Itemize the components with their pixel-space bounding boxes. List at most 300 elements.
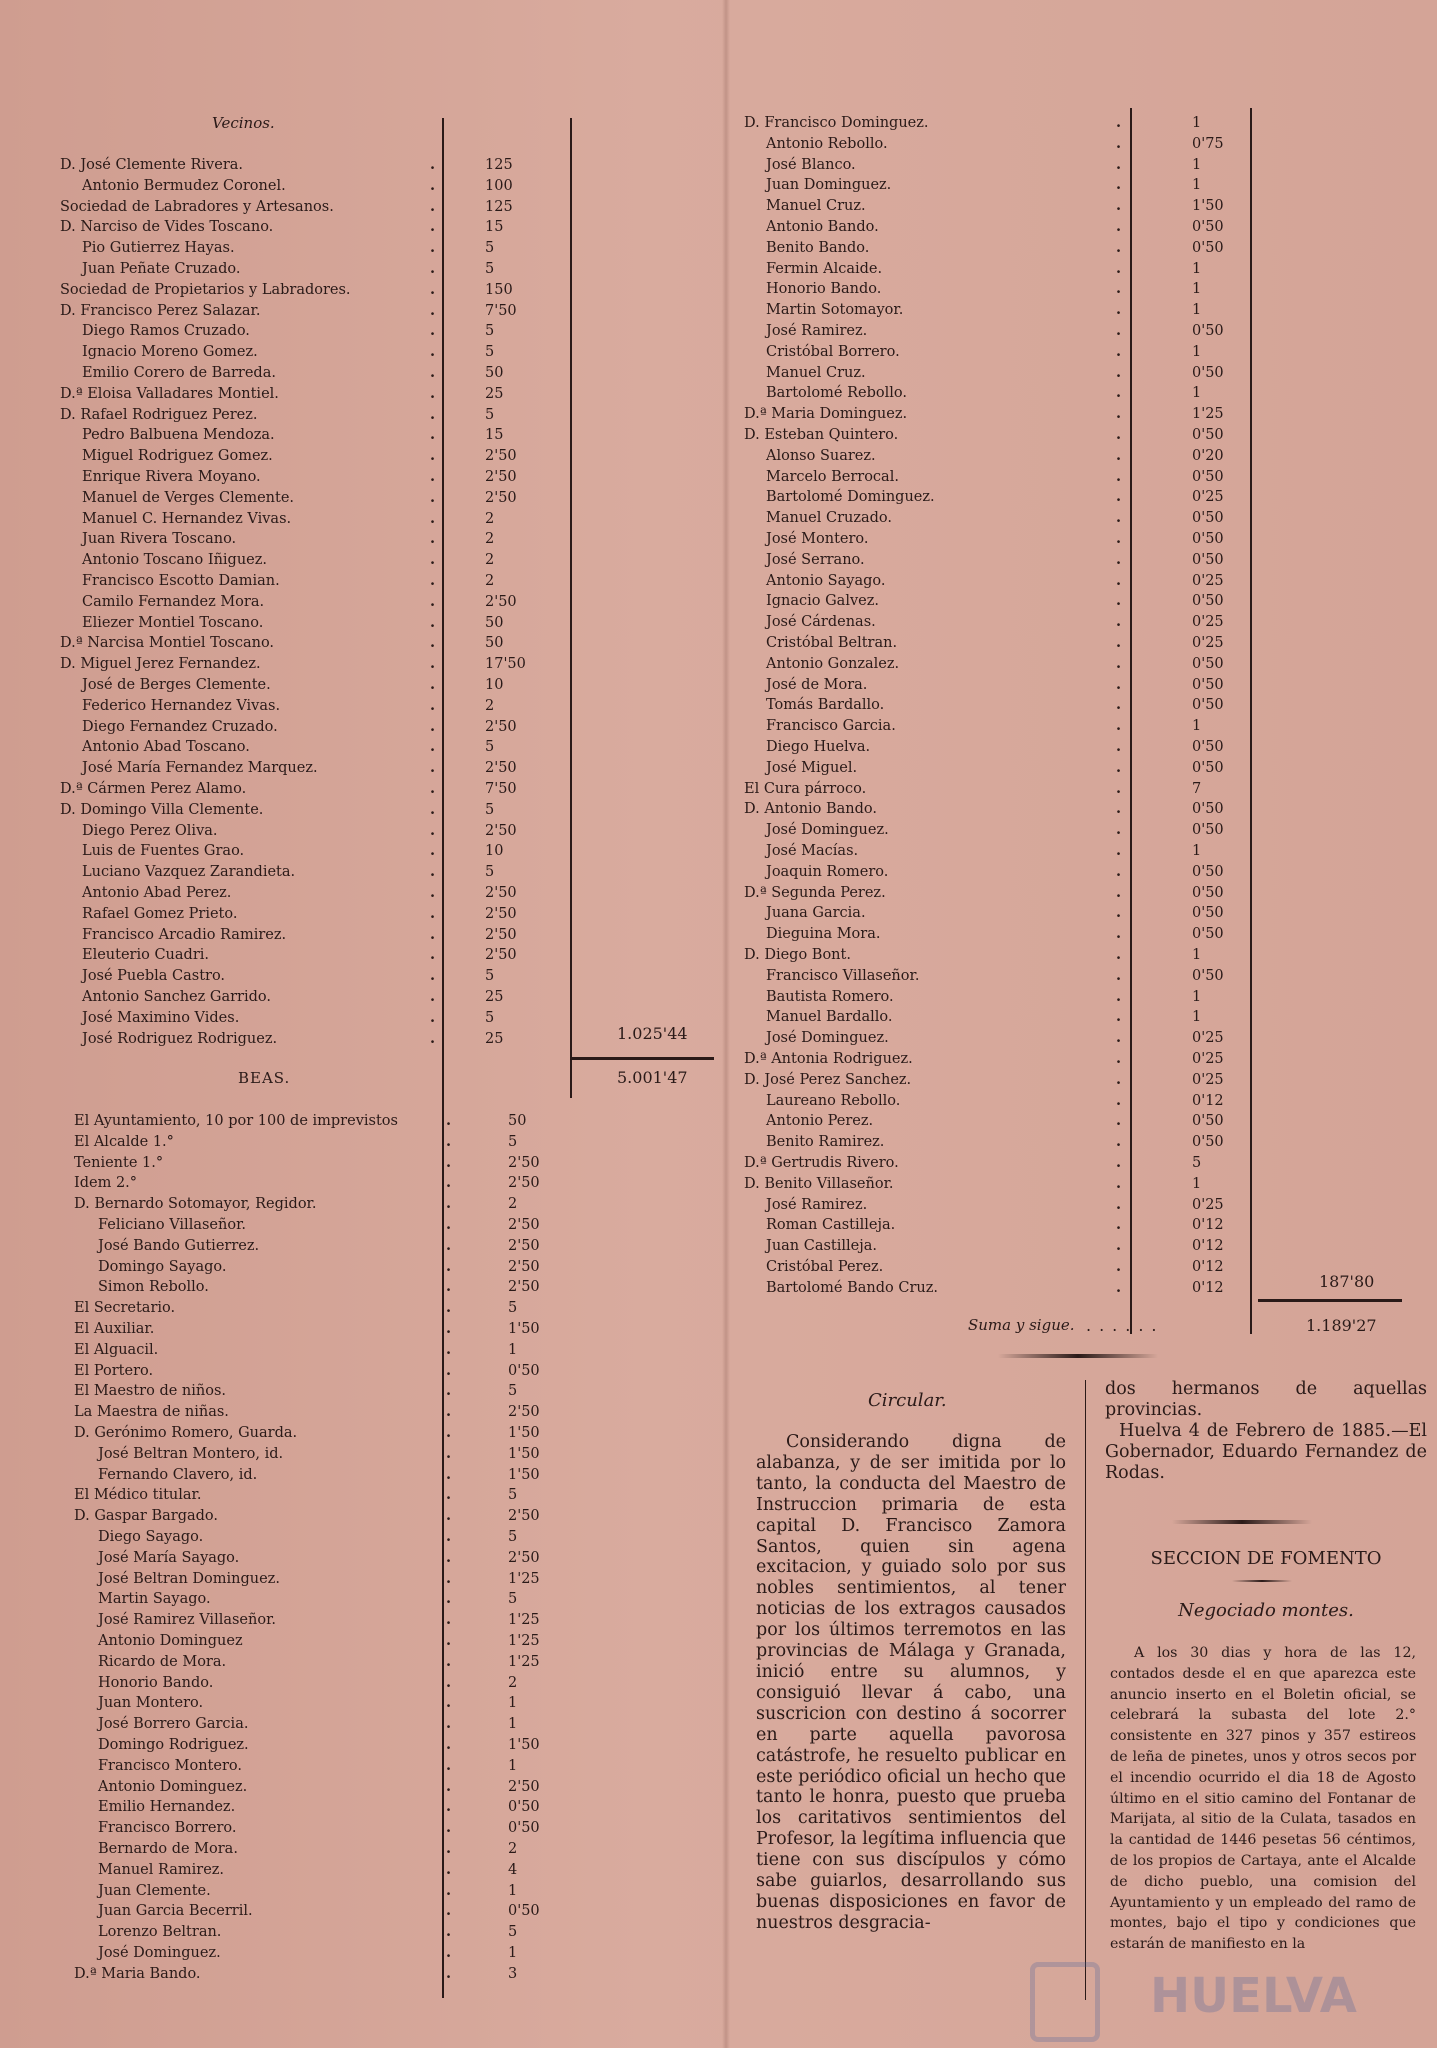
fomento-title: SECCION DE FOMENTO bbox=[1150, 1548, 1382, 1569]
list-item bbox=[744, 1257, 1264, 1278]
contributor-name: José Miguel. bbox=[766, 759, 858, 776]
list-item bbox=[744, 1278, 1264, 1299]
leader-dot: . bbox=[430, 301, 436, 319]
contribution-amount: 1 bbox=[508, 1882, 518, 1899]
watermark-label: HUELVA bbox=[1150, 1968, 1357, 2024]
leader-dot: . bbox=[1116, 426, 1122, 443]
contributor-name: Federico Hernandez Vivas. bbox=[82, 697, 281, 714]
leader-dot: . bbox=[430, 468, 436, 485]
contributor-name: Juan Castilleja. bbox=[766, 1238, 877, 1255]
leader-dot: . bbox=[1116, 1278, 1122, 1296]
contributor-name: D. José Perez Sanchez. bbox=[744, 1071, 912, 1088]
contributor-name: Honorio Bando. bbox=[98, 1674, 214, 1691]
list-item bbox=[60, 717, 540, 738]
contributor-name: José María Fernandez Marquez. bbox=[82, 760, 318, 777]
leader-dot: . bbox=[430, 260, 436, 277]
contributor-name: Manuel Cruz. bbox=[766, 364, 866, 381]
contribution-amount: 125 bbox=[485, 198, 513, 215]
leader-dot: . bbox=[1116, 654, 1122, 672]
contributor-name: José Cárdenas. bbox=[766, 614, 876, 631]
leader-dot: . bbox=[1116, 550, 1122, 568]
list-item bbox=[744, 342, 1264, 363]
list-item bbox=[60, 259, 540, 280]
contribution-amount: 0'50 bbox=[1192, 1134, 1224, 1151]
contributor-name: Bernardo de Mora. bbox=[98, 1841, 238, 1857]
leader-dot: . bbox=[430, 405, 436, 423]
leader-dot: . bbox=[430, 592, 436, 610]
contributor-name: Benito Bando. bbox=[766, 239, 870, 256]
contribution-amount: 1 bbox=[508, 1945, 518, 1961]
list-item bbox=[744, 1091, 1264, 1112]
leader-dot: . bbox=[430, 530, 436, 548]
list-item bbox=[74, 1693, 554, 1714]
leader-dot: . bbox=[430, 759, 436, 777]
leader-dot: . bbox=[430, 1008, 436, 1026]
contributor-name: Manuel Cruz. bbox=[766, 198, 866, 215]
contribution-amount: 5 bbox=[485, 739, 495, 756]
contribution-amount: 5 bbox=[508, 1300, 518, 1317]
leader-dot: . bbox=[430, 946, 436, 964]
contribution-amount: 0'25 bbox=[1192, 1051, 1224, 1067]
list-item bbox=[74, 1673, 554, 1694]
leader-dot: . bbox=[446, 1569, 452, 1587]
list-item bbox=[60, 176, 540, 197]
leader-dot: . bbox=[446, 1424, 452, 1441]
contribution-amount: 2'50 bbox=[508, 1404, 540, 1421]
fomento-divider bbox=[1172, 1520, 1312, 1524]
contributor-name: D.ª Cármen Perez Alamo. bbox=[60, 781, 247, 797]
left-column-rule-2 bbox=[570, 118, 572, 1098]
contribution-amount: 0'50 bbox=[1192, 219, 1224, 235]
contribution-amount: 0'50 bbox=[1192, 926, 1224, 943]
contribution-amount: 5 bbox=[508, 1383, 518, 1400]
list-item bbox=[60, 550, 540, 571]
contribution-amount: 0'25 bbox=[1192, 614, 1224, 631]
contributor-name: Rafael Gomez Prieto. bbox=[82, 905, 238, 922]
contribution-amount: 2'50 bbox=[485, 448, 517, 465]
list-item bbox=[744, 1195, 1264, 1216]
leader-dot: . bbox=[446, 1236, 452, 1254]
contributor-name: El Médico titular. bbox=[74, 1487, 202, 1504]
fomento-title-rule bbox=[1232, 1580, 1292, 1582]
list-item bbox=[74, 1943, 554, 1964]
list-item bbox=[744, 1215, 1264, 1236]
leader-dot: . bbox=[446, 1382, 452, 1400]
contributor-name: El Ayuntamiento, 10 por 100 de imprevistos bbox=[74, 1113, 398, 1129]
contributor-name: Laureano Rebollo. bbox=[766, 1092, 901, 1109]
contributor-name: Roman Castilleja. bbox=[766, 1217, 896, 1234]
list-item bbox=[744, 1028, 1264, 1049]
contribution-amount: 2'50 bbox=[485, 760, 517, 777]
list-item bbox=[60, 592, 540, 613]
contribution-amount: 50 bbox=[485, 365, 504, 381]
contribution-amount: 1 bbox=[508, 1341, 518, 1358]
circular-paragraph: Considerando digna de alabanza, y de ser imitida por lo tanto, la conducta del Maestro de Instruccion primaria de esta capital D. Francisco Zamora Santos, quien sin agena excitacion, y guiado solo por sus nobles sentimientos, al tener noticias de los extragos causados por los últimos terremotos en las provincias de Málaga y Granada, inició entre su alumnos, y consiguió llevar á cabo, una suscricion con destino á socorrer en parte aquella pavorosa catástrofe, he resuelto publicar en este periódico oficial un hecho que tanto le honra, puesto que prueba los caritativos sentimientos del Profesor, la legítima influencia que tiene con sus discípulos y cómo sabe guiarlos, desarrollando sus buenas disposiciones en favor de nuestros desgracia- bbox=[756, 1432, 1066, 1933]
list-item bbox=[744, 737, 1264, 758]
list-item bbox=[60, 488, 540, 509]
leader-dot: . bbox=[430, 426, 436, 444]
contributor-name: José de Mora. bbox=[766, 676, 868, 693]
leader-dot: . bbox=[430, 613, 436, 631]
leader-dot: . bbox=[446, 1153, 452, 1171]
circular-signature: Huelva 4 de Febrero de 1885.—El Gobernador, Eduardo Fernandez de Rodas. bbox=[1105, 1421, 1427, 1483]
contributor-name: Martin Sotomayor. bbox=[766, 302, 904, 319]
list-item bbox=[744, 217, 1264, 238]
list-item bbox=[744, 446, 1264, 467]
leader-dot: . bbox=[1116, 1029, 1122, 1047]
contribution-amount: 5 bbox=[485, 323, 495, 340]
list-item bbox=[60, 800, 540, 821]
leader-dot: . bbox=[446, 1715, 452, 1733]
contributor-name: Teniente 1.° bbox=[74, 1154, 164, 1171]
list-item bbox=[74, 1735, 554, 1756]
list-item bbox=[744, 508, 1264, 529]
contributor-name: El Cura párroco. bbox=[744, 780, 867, 797]
leader-dot: . bbox=[446, 1590, 452, 1608]
contribution-amount: 1'50 bbox=[1192, 198, 1224, 215]
contribution-amount: 0'50 bbox=[1192, 967, 1224, 984]
contributor-name: D.ª Narcisa Montiel Toscano. bbox=[60, 635, 275, 652]
contribution-amount: 0'50 bbox=[1192, 739, 1224, 755]
leader-dot: . bbox=[430, 655, 436, 673]
leader-dot: . bbox=[430, 176, 436, 194]
leader-dot: . bbox=[1116, 738, 1122, 755]
leader-dot: . bbox=[446, 1340, 452, 1358]
list-item bbox=[744, 987, 1264, 1008]
contributor-name: Antonio Gonzalez. bbox=[766, 655, 900, 672]
leader-dot: . bbox=[1116, 1008, 1122, 1026]
contributor-name: José Ramirez. bbox=[766, 323, 868, 339]
list-item bbox=[60, 862, 540, 883]
list-item bbox=[60, 425, 540, 446]
list-item bbox=[744, 259, 1264, 280]
contribution-amount: 1 bbox=[508, 1716, 518, 1733]
contribution-amount: 0'50 bbox=[508, 1362, 540, 1379]
contribution-amount: 1'25 bbox=[508, 1633, 540, 1649]
leader-dot: . bbox=[430, 676, 436, 693]
contribution-amount: 1'50 bbox=[508, 1737, 540, 1753]
contribution-amount: 1 bbox=[1192, 281, 1202, 298]
leader-dot: . bbox=[1116, 1237, 1122, 1255]
contributor-name: Antonio Bando. bbox=[766, 219, 879, 235]
contributor-name: Pio Gutierrez Hayas. bbox=[82, 240, 235, 257]
contribution-amount: 7'50 bbox=[485, 781, 517, 797]
leader-dot: . bbox=[446, 1112, 452, 1129]
leader-dot: . bbox=[1116, 717, 1122, 735]
contributor-name: Francisco Villaseñor. bbox=[766, 967, 920, 984]
contribution-amount: 1 bbox=[1192, 115, 1202, 131]
list-item bbox=[744, 571, 1264, 592]
list-item bbox=[744, 487, 1264, 508]
contributor-name: Sociedad de Labradores y Artesanos. bbox=[60, 198, 334, 215]
list-item bbox=[744, 820, 1264, 841]
leader-dot: . bbox=[1116, 322, 1122, 339]
leader-dot: . bbox=[446, 1611, 452, 1629]
contributor-name: José Dominguez. bbox=[766, 1030, 889, 1047]
list-item bbox=[744, 612, 1264, 633]
list-item bbox=[74, 1631, 554, 1652]
contribution-amount: 50 bbox=[508, 1113, 527, 1129]
leader-dot: . bbox=[1116, 1216, 1122, 1234]
list-item bbox=[60, 966, 540, 987]
leader-dot: . bbox=[430, 488, 436, 506]
contribution-amount: 2'50 bbox=[485, 718, 517, 735]
contribution-amount: 10 bbox=[485, 843, 504, 860]
contribution-amount: 1 bbox=[1192, 843, 1202, 859]
list-item bbox=[60, 633, 540, 654]
list-item bbox=[74, 1361, 554, 1382]
leader-dot: . bbox=[1116, 363, 1122, 381]
contribution-amount: 5 bbox=[485, 801, 495, 818]
circular-continuation: dos hermanos de aquellas provincias. bbox=[1105, 1379, 1427, 1420]
contributor-name: Pedro Balbuena Mendoza. bbox=[82, 427, 275, 444]
contribution-amount: 0'50 bbox=[1192, 884, 1224, 901]
contribution-amount: 4 bbox=[508, 1861, 518, 1878]
contributor-name: Ignacio Galvez. bbox=[766, 593, 879, 610]
contribution-amount: 5 bbox=[508, 1487, 518, 1504]
leader-dot: . bbox=[430, 717, 436, 735]
list-item bbox=[744, 1007, 1264, 1028]
list-item bbox=[744, 113, 1264, 134]
leader-dot: . bbox=[430, 364, 436, 381]
contribution-amount: 50 bbox=[485, 635, 504, 652]
contribution-amount: 2 bbox=[485, 510, 495, 527]
leader-dot: . bbox=[446, 1819, 452, 1837]
leader-dot: . bbox=[1116, 218, 1122, 235]
list-item bbox=[60, 509, 540, 530]
contribution-amount: 0'50 bbox=[508, 1820, 540, 1837]
contributor-name: Domingo Sayago. bbox=[98, 1258, 227, 1275]
contributor-name: Feliciano Villaseñor. bbox=[98, 1217, 247, 1233]
contribution-amount: 2'50 bbox=[485, 822, 517, 839]
contribution-amount: 1 bbox=[1192, 177, 1202, 194]
contributor-name: Juan Garcia Becerril. bbox=[98, 1903, 253, 1920]
vecinos-heading: Vecinos. bbox=[212, 114, 275, 132]
contribution-amount: 2'50 bbox=[485, 469, 517, 485]
page-fold bbox=[722, 0, 730, 2048]
list-item bbox=[74, 1714, 554, 1735]
contributor-name: Diego Huelva. bbox=[766, 739, 871, 755]
contributor-name: Diego Ramos Cruzado. bbox=[82, 323, 250, 340]
list-item bbox=[74, 1569, 554, 1590]
list-item bbox=[744, 924, 1264, 945]
leader-dot: . bbox=[430, 967, 436, 985]
contributor-name: Domingo Rodriguez. bbox=[98, 1737, 249, 1753]
contributor-name: D. Rafael Rodriguez Perez. bbox=[60, 406, 258, 423]
contributor-name: Antonio Perez. bbox=[766, 1113, 874, 1130]
list-item bbox=[744, 1153, 1264, 1174]
contribution-amount: 2'50 bbox=[485, 905, 517, 922]
contributor-name: Antonio Dominguez bbox=[98, 1633, 243, 1649]
list-item bbox=[60, 342, 540, 363]
section-divider bbox=[998, 1354, 1158, 1358]
leader-dot: . bbox=[446, 1756, 452, 1774]
list-item bbox=[744, 529, 1264, 550]
fomento-notice: A los 30 dias y hora de las 12, contados desde el en que aparezca este anuncio inserto en el Boletin oficial, se celebrará la subasta del lote 2.° consistente en 327 pinos y 357 estireos de leña de pinetes, unos y otros secos por el incendio ocurrido el dia 18 de Agosto último en el sitio camino del Fontanar de Marijata, al sitio de la Culata, tasados en la cantidad de 1446 pesetas 56 céntimos, de los propios de Cartaya, ante el Alcalde de dicho pueblo, una comision del Ayuntamiento y un empleado del ramo de montes, bajo el tipo y condiciones que estarán de manifiesto en la bbox=[1110, 1645, 1416, 1953]
leader-dot: . bbox=[1116, 571, 1122, 589]
left-total: 5.001'47 bbox=[617, 1068, 688, 1087]
contributor-name: José Rodriguez Rodriguez. bbox=[82, 1030, 278, 1047]
list-item bbox=[74, 1839, 554, 1860]
list-item bbox=[74, 1860, 554, 1881]
leader-dot: . bbox=[1116, 1091, 1122, 1109]
contribution-amount: 2'50 bbox=[508, 1549, 540, 1566]
leader-dot: . bbox=[1116, 301, 1122, 319]
contributor-name: D.ª Gertrudis Rivero. bbox=[744, 1155, 899, 1171]
contributor-name: José Beltran Dominguez. bbox=[98, 1570, 280, 1587]
contribution-amount: 2 bbox=[485, 573, 495, 589]
contribution-amount: 2'50 bbox=[508, 1778, 540, 1795]
list-item bbox=[744, 134, 1264, 155]
contribution-amount: 5 bbox=[1192, 1155, 1202, 1171]
leader-dot: . bbox=[1116, 446, 1122, 464]
list-item bbox=[744, 654, 1264, 675]
leader-dot: . bbox=[1116, 342, 1122, 360]
contribution-amount: 25 bbox=[485, 1030, 504, 1047]
leader-dot: . bbox=[446, 1299, 452, 1317]
leader-dot: . bbox=[430, 884, 436, 901]
contributor-name: José de Berges Clemente. bbox=[82, 677, 271, 693]
list-item bbox=[744, 383, 1264, 404]
leader-dot: . bbox=[1116, 821, 1122, 839]
leader-dot: . bbox=[430, 904, 436, 922]
contribution-amount: 2 bbox=[508, 1674, 518, 1691]
contributor-name: Dieguina Mora. bbox=[766, 926, 881, 943]
leader-dot: . bbox=[1116, 883, 1122, 901]
leader-dot: . bbox=[446, 1777, 452, 1795]
list-item bbox=[60, 987, 540, 1008]
leader-dot: . bbox=[1116, 1112, 1122, 1130]
leader-dot: . bbox=[430, 447, 436, 465]
contributor-name: Juana Garcia. bbox=[766, 905, 866, 922]
contributor-name: José María Sayago. bbox=[98, 1549, 240, 1566]
leader-dot: . bbox=[430, 925, 436, 943]
contributor-name: Eleuterio Cuadri. bbox=[82, 947, 209, 964]
contribution-amount: 2'50 bbox=[485, 926, 517, 943]
list-item bbox=[74, 1818, 554, 1839]
contribution-amount: 1'50 bbox=[508, 1321, 540, 1337]
list-item bbox=[60, 571, 540, 592]
contribution-amount: 15 bbox=[485, 427, 504, 444]
contributor-name: Antonio Bermudez Coronel. bbox=[82, 177, 286, 194]
list-item bbox=[74, 1652, 554, 1673]
circular-column-rule bbox=[1085, 1380, 1086, 2000]
list-item bbox=[744, 1174, 1264, 1195]
list-item bbox=[744, 883, 1264, 904]
contribution-amount: 0'25 bbox=[1192, 489, 1224, 506]
leader-dot: . bbox=[446, 1486, 452, 1504]
contributor-name: El Maestro de niños. bbox=[74, 1383, 227, 1400]
leader-dot: . bbox=[430, 197, 436, 215]
list-item bbox=[60, 883, 540, 904]
contributor-name: Ignacio Moreno Gomez. bbox=[82, 344, 258, 361]
contribution-amount: 10 bbox=[485, 677, 504, 693]
leader-dot: . bbox=[446, 1736, 452, 1753]
contributor-name: Bartolomé Dominguez. bbox=[766, 489, 935, 506]
leader-dot: . bbox=[446, 1548, 452, 1566]
huelva-watermark bbox=[1030, 1960, 1430, 2040]
leader-dot: . bbox=[1116, 1050, 1122, 1067]
contribution-amount: 0'25 bbox=[1192, 1071, 1224, 1088]
leader-dot: . bbox=[1116, 530, 1122, 547]
fomento-subtitle: Negociado montes. bbox=[1178, 1600, 1354, 1621]
list-item bbox=[60, 363, 540, 384]
contribution-amount: 1 bbox=[1192, 947, 1202, 963]
contribution-amount: 0'50 bbox=[508, 1799, 540, 1816]
contributor-name: Cristóbal Perez. bbox=[766, 1259, 884, 1275]
list-item bbox=[60, 1008, 540, 1029]
contributor-name: Antonio Rebollo. bbox=[766, 135, 888, 152]
list-item bbox=[60, 821, 540, 842]
leader-dot: . bbox=[446, 1257, 452, 1275]
contributor-name: D. Diego Bont. bbox=[744, 947, 851, 963]
list-item bbox=[744, 675, 1264, 696]
contribution-amount: 0'25 bbox=[1192, 1030, 1224, 1047]
leader-dot: . bbox=[430, 551, 436, 569]
contributor-name: Diego Perez Oliva. bbox=[82, 822, 218, 839]
contribution-amount: 1'25 bbox=[508, 1570, 540, 1587]
contribution-amount: 0'50 bbox=[1192, 905, 1224, 922]
contributor-name: D. Francisco Perez Salazar. bbox=[60, 302, 261, 319]
contributor-name: José Serrano. bbox=[766, 551, 865, 568]
contributor-name: José Montero. bbox=[766, 531, 869, 547]
leader-dot: . bbox=[430, 821, 436, 839]
leader-dot: . bbox=[1116, 197, 1122, 215]
contribution-amount: 0'50 bbox=[1192, 863, 1224, 880]
contribution-amount: 2'50 bbox=[508, 1217, 540, 1233]
leader-dot: . bbox=[430, 738, 436, 756]
list-item bbox=[744, 155, 1264, 176]
leader-dot: . bbox=[1116, 613, 1122, 631]
contributor-name: Juan Clemente. bbox=[98, 1882, 211, 1899]
contribution-amount: 0'50 bbox=[1192, 1113, 1224, 1130]
leader-dot: . bbox=[430, 1029, 436, 1047]
right-subtotal-rule bbox=[1258, 1299, 1402, 1302]
contribution-amount: 0'12 bbox=[1192, 1279, 1224, 1296]
leader-dot: . bbox=[446, 1673, 452, 1691]
leader-dot: . bbox=[446, 1694, 452, 1712]
list-item bbox=[744, 591, 1264, 612]
contribution-amount: 2 bbox=[508, 1196, 518, 1213]
leader-dot: . bbox=[1116, 1070, 1122, 1088]
leader-dot: . bbox=[1116, 1133, 1122, 1151]
contributor-name: Antonio Sayago. bbox=[766, 572, 886, 589]
leader-dot: . bbox=[1116, 987, 1122, 1005]
contribution-amount: 17'50 bbox=[485, 656, 526, 673]
contribution-amount: 1 bbox=[1192, 988, 1202, 1005]
contribution-amount: 2 bbox=[485, 552, 495, 569]
leader-dot: . bbox=[1116, 1174, 1122, 1192]
list-item bbox=[744, 404, 1264, 425]
list-item bbox=[74, 1797, 554, 1818]
leader-dot: . bbox=[446, 1632, 452, 1649]
contribution-amount: 2'50 bbox=[508, 1279, 540, 1296]
contribution-amount: 0'50 bbox=[1192, 759, 1224, 776]
leader-dot: . bbox=[446, 1132, 452, 1150]
leader-dot: . bbox=[1116, 114, 1122, 131]
contribution-amount: 1 bbox=[1192, 260, 1202, 277]
leader-dot: . bbox=[430, 322, 436, 340]
list-item bbox=[744, 945, 1264, 966]
contributor-name: D. José Clemente Rivera. bbox=[60, 157, 244, 173]
contributor-name: José Bando Gutierrez. bbox=[98, 1237, 260, 1254]
leader-dot: . bbox=[1116, 176, 1122, 194]
leader-dot: . bbox=[1116, 634, 1122, 651]
contributor-name: Manuel Ramirez. bbox=[98, 1861, 225, 1878]
list-item bbox=[744, 363, 1264, 384]
leader-dot: . bbox=[446, 1923, 452, 1941]
leader-dot: . bbox=[1116, 592, 1122, 610]
